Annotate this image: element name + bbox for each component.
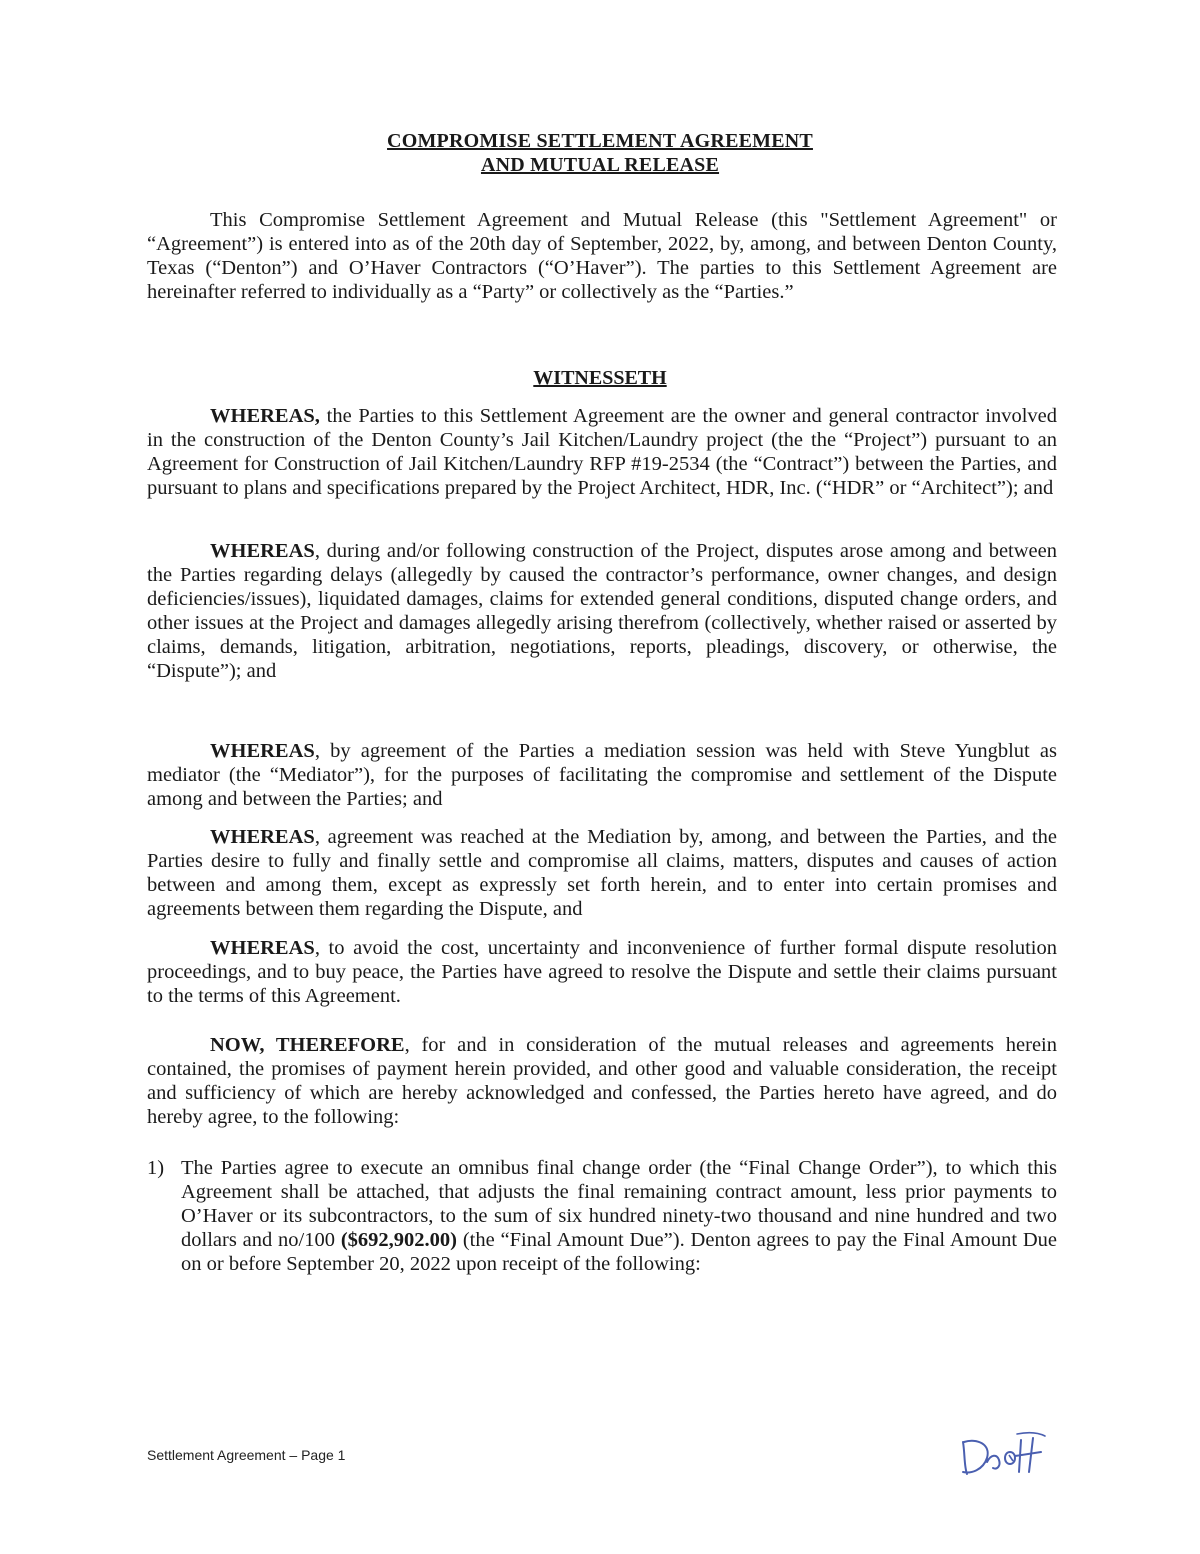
- recital-lead: WHEREAS: [210, 937, 315, 959]
- recital-lead: WHEREAS,: [210, 405, 320, 427]
- page-footer: Settlement Agreement – Page 1: [147, 1447, 346, 1463]
- recital-text: , to avoid the cost, uncertainty and inconvenience of further formal dispute resolution proceedings, and to buy peace, the Parties have agreed to resolve the Dispute and settle their claims pursuant to the terms of this Agreement.: [147, 937, 1057, 1007]
- recital-lead: WHEREAS: [210, 826, 315, 848]
- recital-text: , during and/or following construction of the Project, disputes arose among and between the Parties regarding delays (allegedly by caused the contractor’s performance, owner changes, and design deficiencies/issues), liquidated damages, claims for extended general conditions, disputed change orders, and other issues at the Project and damages allegedly arising therefrom (collectively, whether raised or asserted by claims, demands, litigation, arbitration, negotiations, reports, pleadings, discovery, or otherwise, the “Dispute”); and: [147, 540, 1057, 682]
- now-therefore-lead: NOW, THEREFORE: [210, 1034, 405, 1056]
- clause-1: [147, 1156, 1057, 1276]
- intro-text: This Compromise Settlement Agreement and Mutual Release (this "Settlement Agreement" or “Agreement”) is entered into as of the 20th day of September, 2022, by, among, and between Denton County, Texas (“Denton”) and O’Haver Contractors (“O’Haver”). The parties to this Settlement Agreement are hereinafter referred to individually as a “Party” or collectively as the “Parties.”: [147, 209, 1057, 303]
- clause-number: 1): [147, 1157, 165, 1179]
- clause-text-before: The Parties agree to execute an omnibus final change order (the “Final Change Order”), to which this Agreement shall be attached, that adjusts the final remaining contract amount, less prior payments to O’Haver or its subcontractors, to the sum of six hundred ninety-two thousand and nine hundred and two dollars and no/100: [181, 1157, 1057, 1251]
- recital-4: [147, 825, 1057, 921]
- recital-lead: WHEREAS: [210, 740, 315, 762]
- recital-lead: WHEREAS: [210, 540, 315, 562]
- recital-text: , by agreement of the Parties a mediation session was held with Steve Yungblut as mediator (the “Mediator”), for the purposes of facilitating the compromise and settlement of the Dispute among and between the Parties; and: [147, 740, 1057, 810]
- section-heading-witnesseth: WITNESSETH: [533, 367, 667, 389]
- recital-1: [147, 404, 1057, 500]
- recital-3: [147, 739, 1057, 811]
- recital-5: [147, 936, 1057, 1008]
- now-therefore-paragraph: [147, 1033, 1057, 1129]
- document-title-line-1: COMPROMISE SETTLEMENT AGREEMENT: [387, 130, 813, 152]
- recital-2: [147, 539, 1057, 683]
- recital-text: , agreement was reached at the Mediation by, among, and between the Parties, and the Parties desire to fully and finally settle and compromise all claims, matters, disputes and causes of action between and among them, except as expressly set forth herein, and to enter into certain promises and agreements between them regarding the Dispute, and: [147, 826, 1057, 920]
- intro-paragraph: [147, 208, 1057, 304]
- final-amount: ($692,902.00): [340, 1229, 457, 1251]
- recital-text: the Parties to this Settlement Agreement are the owner and general contractor involved in the construction of the Denton County’s Jail Kitchen/Laundry project (the the “Project”) pursuant to an Agreement for Construction of Jail Kitchen/Laundry RFP #19-2534 (the “Contract”) between the Parties, and pursuant to plans and specifications prepared by the Project Architect, HDR, Inc. (“HDR” or “Architect”); and: [147, 405, 1057, 499]
- document-title-line-2: AND MUTUAL RELEASE: [480, 154, 720, 176]
- clause-text-after: (the “Final Amount Due”). Denton agrees to pay the Final Amount Due on or before September 20, 2022 upon receipt of the following:: [181, 1229, 1058, 1275]
- handwritten-initials: [957, 1428, 1047, 1483]
- now-therefore-text: , for and in consideration of the mutual releases and agreements herein contained, the promises of payment herein provided, and other good and valuable consideration, the receipt and sufficiency of which are hereby acknowledged and confessed, the Parties hereto have agreed, and do hereby agree, to the following:: [147, 1034, 1057, 1128]
